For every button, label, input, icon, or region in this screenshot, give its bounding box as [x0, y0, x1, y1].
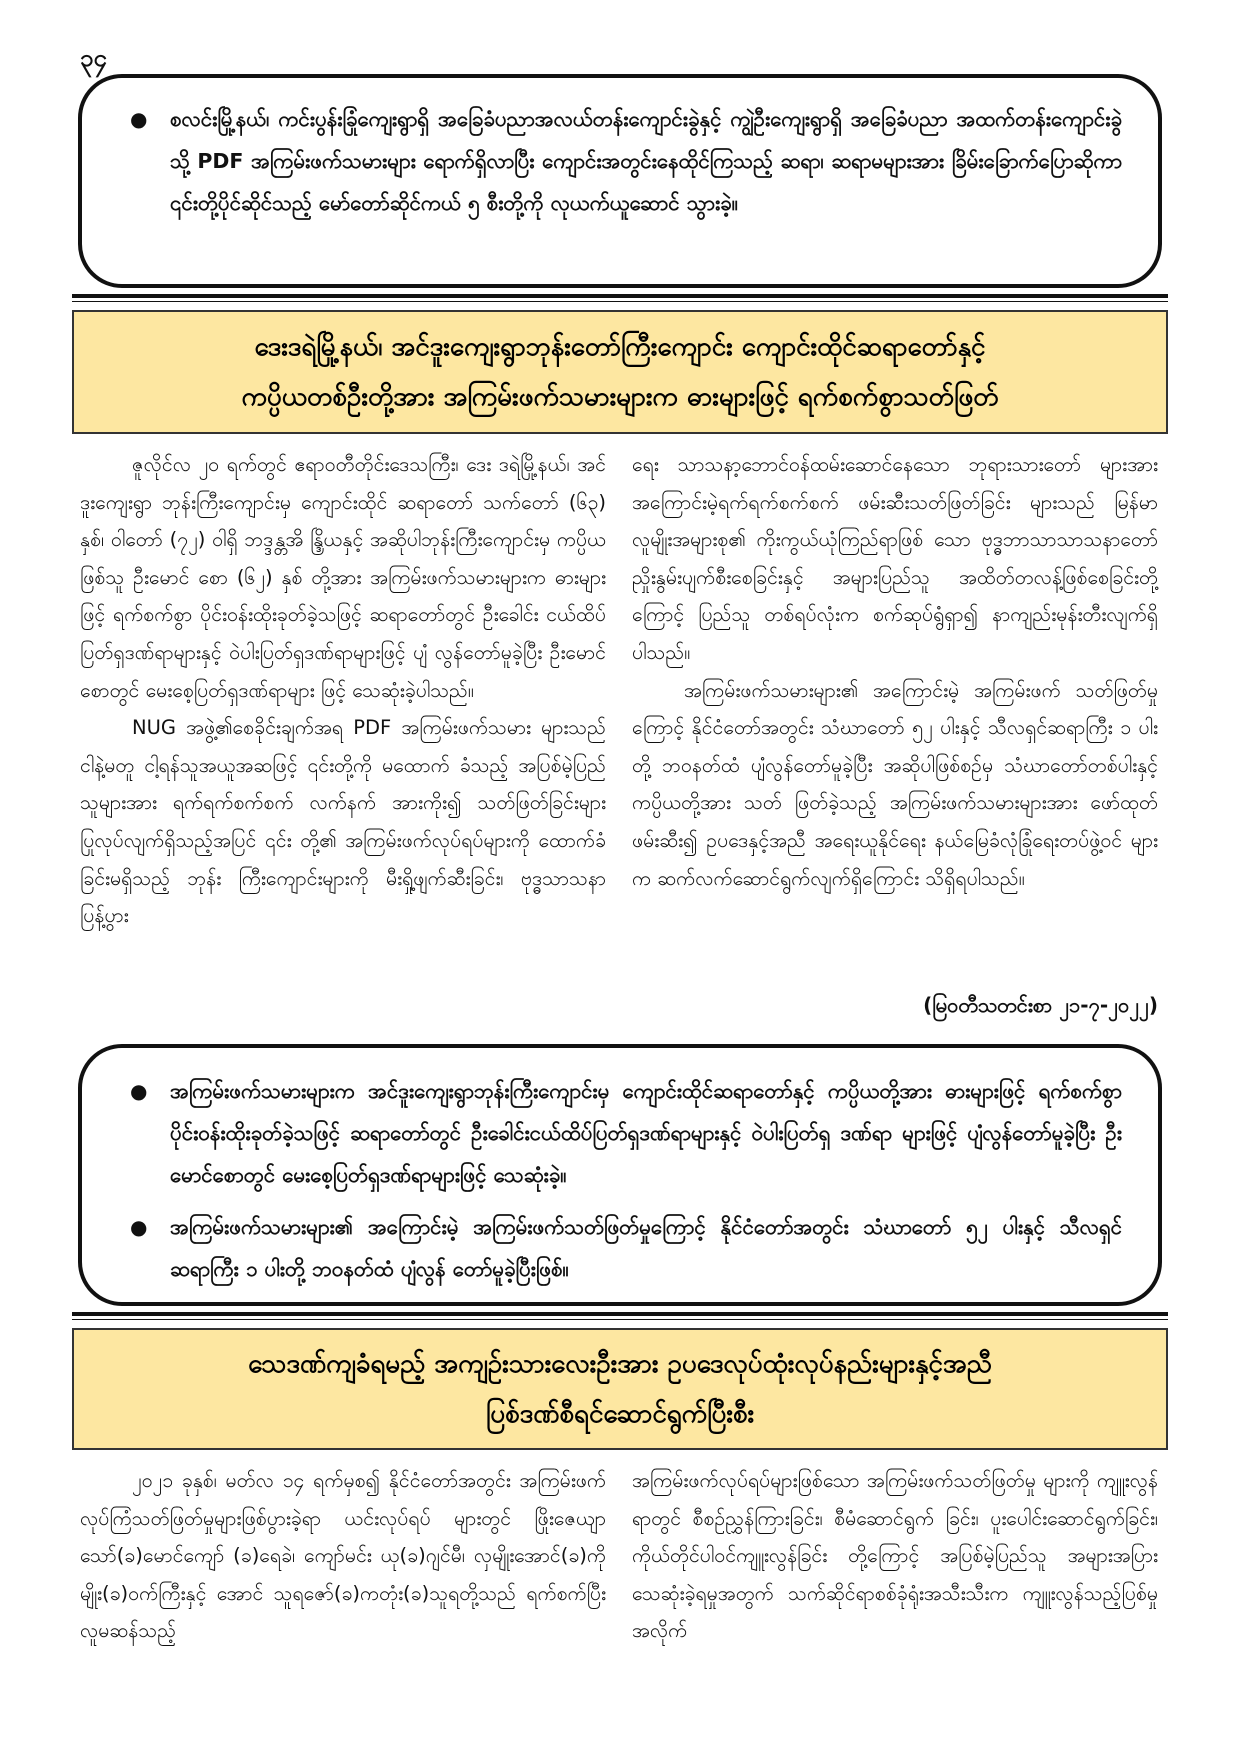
- headline-line: သေဒဏ်ကျခံရမည့် အကျဉ်းသားလေးဦးအား ဥပဒေလုပ်ထုံးလုပ်နည်းများနှင့်အညီ: [248, 1349, 992, 1379]
- middle-summary-callout: [78, 1044, 1162, 1306]
- callout-bullet-item: ● စလင်းမြို့နယ်၊ ကင်းပွန်းခြုံကျေးရွာရှိ အခြေခံပညာအလယ်တန်းကျောင်းခွဲနှင့် ကျွဲဦးကျေးရွာရှိ အခြေခံပညာ အထက်တန်းကျောင်းခွဲသို့ PDF အကြမ်းဖက်သမားများ ရောက်ရှိလာပြီး ကျောင်းအတွင်းနေထိုင်ကြသည့် ဆရာ၊ ဆရာမများအား ခြိမ်းခြောက်ပြောဆိုကာ ၎င်းတို့ပိုင်ဆိုင်သည့် မော်တော်ဆိုင်ကယ် ၅ စီးတို့ကို လုယက်ယူဆောင် သွားခဲ့။: [114, 98, 1122, 224]
- article-source-citation: (မြဝတီသတင်းစာ ၂၁-၇-၂၀၂၂): [923, 993, 1158, 1017]
- headline-line: ဒေးဒရဲမြို့နယ်၊ အင်ဒူးကျေးရွာဘုန်းတော်ကြီးကျောင်း ကျောင်းထိုင်ဆရာတော်နှင့်: [254, 332, 986, 362]
- headline-line: ပြစ်ဒဏ်စီရင်ဆောင်ရွက်ပြီးစီး: [485, 1399, 755, 1429]
- section-divider: [72, 294, 1168, 298]
- body-paragraph: NUG အဖွဲ့၏စေခိုင်းချက်အရ PDF အကြမ်းဖက်သမား များသည် ငါနဲ့မတူ ငါ့ရန်သူအယူအဆဖြင့် ၎င်းတို့ကို မထောက် ခံသည့် အပြစ်မဲ့ပြည်သူများအား ရက်ရက်စက်စက် လက်နက် အားကိုး၍ သတ်ဖြတ်ခြင်းများ ပြုလုပ်လျက်ရှိသည့်အပြင် ၎င်း တို့၏ အကြမ်းဖက်လုပ်ရပ်များကို ထောက်ခံခြင်းမရှိသည့် ဘုန်း ကြီးကျောင်းများကို မီးရှို့ဖျက်ဆီးခြင်း၊ ဗုဒ္ဓသာသနာပြန့်ပွား: [80, 716, 606, 928]
- article-left-column: [80, 1462, 606, 1650]
- top-callout-list: [114, 98, 1122, 224]
- body-paragraph: ရေး သာသနာ့ဘောင်ဝန်ထမ်းဆောင်နေသော ဘုရားသားတော် များအား အကြောင်းမဲ့ရက်ရက်စက်စက် ဖမ်းဆီးသတ်ဖြတ်ခြင်း များသည် မြန်မာလူမျိုးအများစု၏ ကိုးကွယ်ယုံကြည်ရာဖြစ် သော ဗုဒ္ဓဘာသာသာသနာတော် ညှိုးနွမ်းပျက်စီးစေခြင်းနှင့် အများပြည်သူ အထိတ်တလန့်ဖြစ်စေခြင်းတို့ကြောင့် ပြည်သူ တစ်ရပ်လုံးက စက်ဆုပ်ရွံရှာ၍ နာကျည်းမုန်းတီးလျက်ရှိပါသည်။: [632, 453, 1158, 664]
- article-right-column: [632, 1462, 1158, 1650]
- article-headline: [72, 1328, 1168, 1450]
- middle-callout-list: [114, 1070, 1122, 1290]
- article-left-column: [80, 446, 606, 935]
- article-right-column: [632, 446, 1158, 897]
- headline-line: ကပ္ပိယတစ်ဦးတို့အား အကြမ်းဖက်သမားများက ဓားများဖြင့် ရက်စက်စွာသတ်ဖြတ်: [241, 382, 999, 412]
- body-paragraph: ဇူလိုင်လ ၂၀ ရက်တွင် ဧရာဝတီတိုင်းဒေသကြီး၊ ဒေး ဒရဲမြို့နယ်၊ အင်ဒူးကျေးရွာ ဘုန်းကြီးကျောင်းမှ ကျောင်းထိုင် ဆရာတော် သက်တော် (၆၃) နှစ်၊ ဝါတော် (၇၂) ဝါရှိ ဘဒ္ဒန္တအိ န္ဒြိယနှင့် အဆိုပါဘုန်းကြီးကျောင်းမှ ကပ္ပိယဖြစ်သူ ဦးမောင် စော (၆၂) နှစ် တို့အား အကြမ်းဖက်သမားများက ဓားများဖြင့် ရက်စက်စွာ ပိုင်းဝန်းထိုးခုတ်ခဲ့သဖြင့် ဆရာတော်တွင် ဦးခေါင်း ငယ်ထိပ်ပြတ်ရှဒဏ်ရာများနှင့် ဝဲပါးပြတ်ရှဒဏ်ရာများဖြင့် ပျံ လွန်တော်မူခဲ့ပြီး ဦးမောင်စောတွင် မေးစေ့ပြတ်ရှဒဏ်ရာများ ဖြင့် သေဆုံးခဲ့ပါသည်။: [80, 453, 606, 702]
- page-number: ၃၄: [80, 44, 107, 72]
- callout-bullet-item: ● အကြမ်းဖက်သမားများက အင်ဒူးကျေးရွာဘုန်းကြီးကျောင်းမှ ကျောင်းထိုင်ဆရာတော်နှင့် ကပ္ပိယတို့အား ဓားများဖြင့် ရက်စက်စွာ ပိုင်းဝန်းထိုးခုတ်ခဲ့သဖြင့် ဆရာတော်တွင် ဦးခေါင်းငယ်ထိပ်ပြတ်ရှဒဏ်ရာများနှင့် ဝဲပါးပြတ်ရှ ဒဏ်ရာ များဖြင့် ပျံလွန်တော်မူခဲ့ပြီး ဦးမောင်စောတွင် မေးစေ့ပြတ်ရှဒဏ်ရာများဖြင့် သေဆုံးခဲ့။: [114, 1070, 1122, 1196]
- section-divider: [72, 1312, 1168, 1316]
- body-paragraph: ၂၀၂၁ ခုနှစ်၊ မတ်လ ၁၄ ရက်မှစ၍ နိုင်ငံတော်အတွင်း အကြမ်းဖက်လုပ်ကြံသတ်ဖြတ်မှုများဖြစ်ပွားခဲ့ရာ ယင်းလုပ်ရပ် များတွင် ဖြိုးဇေယျာသော်(ခ)မောင်ကျော် (ခ)ရေခဲ၊ ကျော်မင်း ယု(ခ)ဂျင်မီ၊ လှမျိုးအောင်(ခ)ကိုမျိုး(ခ)ဝက်ကြီးနှင့် အောင် သူရဇော်(ခ)ကတုံး(ခ)သူရတို့သည် ရက်စက်ပြီး လူမဆန်သည့်: [80, 1469, 606, 1643]
- article-headline: [72, 310, 1168, 434]
- top-summary-callout: [78, 74, 1162, 288]
- callout-bullet-item: ● အကြမ်းဖက်သမားများ၏ အကြောင်းမဲ့ အကြမ်းဖက်သတ်ဖြတ်မှုကြောင့် နိုင်ငံတော်အတွင်း သံဃာတော် ၅၂ ပါးနှင့် သီလရှင်ဆရာကြီး ၁ ပါးတို့ ဘဝနတ်ထံ ပျံလွန် တော်မူခဲ့ပြီးဖြစ်။: [114, 1206, 1122, 1290]
- body-paragraph: အကြမ်းဖက်သမားများ၏ အကြောင်းမဲ့ အကြမ်းဖက် သတ်ဖြတ်မှုကြောင့် နိုင်ငံတော်အတွင်း သံဃာတော် ၅၂ ပါးနှင့် သီလရှင်ဆရာကြီး ၁ ပါးတို့ ဘဝနတ်ထံ ပျံလွန်တော်မူခဲ့ပြီး အဆိုပါဖြစ်စဉ်မှ သံဃာတော်တစ်ပါးနှင့် ကပ္ပိယတို့အား သတ် ဖြတ်ခဲ့သည့် အကြမ်းဖက်သမားများအား ဖော်ထုတ်ဖမ်းဆီး၍ ဥပဒေနှင့်အညီ အရေးယူနိုင်ရေး နယ်မြေခံလုံခြုံရေးတပ်ဖွဲ့ဝင် များက ဆက်လက်ဆောင်ရွက်လျက်ရှိကြောင်း သိရှိရပါသည်။: [632, 678, 1158, 890]
- body-paragraph: အကြမ်းဖက်လုပ်ရပ်များဖြစ်သော အကြမ်းဖက်သတ်ဖြတ်မှု များကို ကျူးလွန်ရာတွင် စီစဉ်ညွှန်ကြားခြင်း၊ စီမံဆောင်ရွက် ခြင်း၊ ပူးပေါင်းဆောင်ရွက်ခြင်း၊ ကိုယ်တိုင်ပါဝင်ကျူးလွန်ခြင်း တို့ကြောင့် အပြစ်မဲ့ပြည်သူ အများအပြားသေဆုံးခဲ့ရမှုအတွက် သက်ဆိုင်ရာစစ်ခုံရုံးအသီးသီးက ကျူးလွန်သည့်ပြစ်မှုအလိုက်: [632, 1469, 1158, 1643]
